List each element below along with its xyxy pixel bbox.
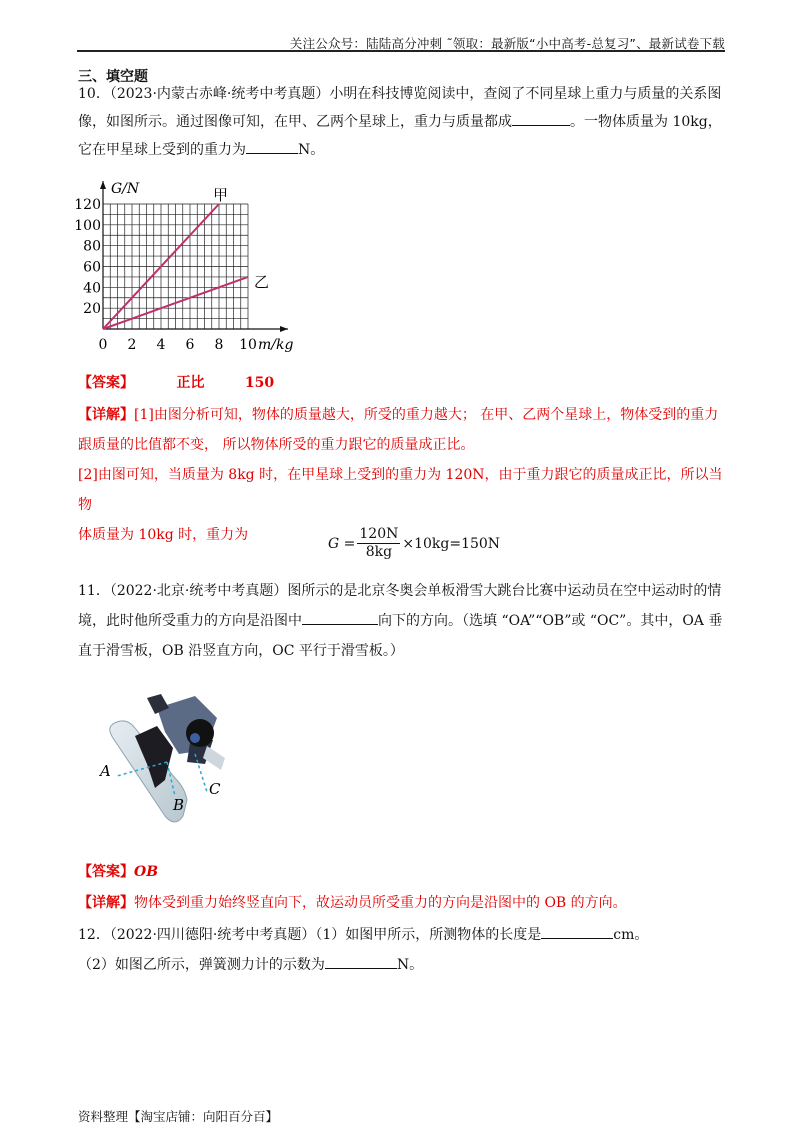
x-tick-label: 8 bbox=[214, 337, 224, 353]
q11-answer-value: OB bbox=[134, 864, 159, 880]
athlete-helmet bbox=[186, 719, 214, 747]
y-tick-label: 120 bbox=[74, 197, 101, 213]
y-tick-label: 20 bbox=[83, 301, 101, 318]
x-tick-label: 10 bbox=[239, 337, 257, 353]
header-divider bbox=[77, 50, 725, 52]
q11-answer: 【答案】OB bbox=[78, 864, 159, 880]
q10-line3: 它在甲星球上受到的重力为 N。 bbox=[78, 136, 728, 164]
q10-answer2: 150 bbox=[244, 375, 275, 391]
y-axis-label: G/N bbox=[111, 181, 140, 197]
series-label-1: 甲 bbox=[213, 186, 229, 204]
x-tick-label: 4 bbox=[156, 337, 166, 353]
q10-detail: 【详解】[1]由图分析可知，物体的质量越大，所受的重力越大； 在甲、乙两个星球上，物体受到的重力 跟质量的比值都不变， 所以物体所受的重力跟它的质量成正比。 [2]由图可知，当质量为 8kg 时，在甲星球上受到的重力为 120N，由于重力跟它的质量成正比，所以当物 体质量为 10kg 时，重力为 bbox=[78, 407, 723, 543]
q10-answer: 【答案】 正比 150 bbox=[78, 375, 275, 391]
label-b: B bbox=[173, 796, 185, 814]
chart-grid bbox=[103, 204, 248, 329]
q12-text: 12．（2022·四川德阳·统考中考真题）（1）如图甲所示，所测物体的长度是 cm。 （2）如图乙所示，弹簧测力计的示数为 N。 bbox=[78, 920, 728, 980]
x-tick-label: 6 bbox=[185, 337, 195, 353]
x-axis-label: m/kg bbox=[258, 337, 294, 353]
q11-blank bbox=[302, 610, 378, 625]
chart-axes bbox=[100, 181, 293, 353]
y-tick-label: 80 bbox=[83, 238, 101, 255]
q12-blank1 bbox=[541, 924, 613, 939]
q10-formula: G = $\frac{120N}{8kg}$ ×10kg=150N bbox=[328, 526, 501, 560]
y-tick-label: 100 bbox=[74, 217, 101, 234]
y-tick-label: 60 bbox=[83, 259, 101, 276]
series-label-2: 乙 bbox=[254, 272, 270, 291]
y-axis-arrow bbox=[100, 181, 106, 189]
x-tick-label: 0 bbox=[98, 337, 108, 353]
q10-blank1 bbox=[512, 111, 570, 126]
gravity-mass-chart bbox=[74, 170, 310, 360]
page-footer: 资料整理【淘宝店铺：向阳百分百】 bbox=[78, 1109, 279, 1124]
q11-text: 11．（2022·北京·统考中考真题）图所示的是北京冬奥会单板滑雪大跳台比赛中运动员在空中运动时的情 境，此时他所受重力的方向是沿图中 向下的方向。（选填 “OA”“OB”或 “OC”。其中，OA 垂 直于滑雪板，OB 沿竖直方向，OC 平行于滑雪板。） bbox=[78, 583, 723, 659]
page-header: 关注公众号：陆陆高分冲刺 ˜领取：最新版“小中高考-总复习”、最新试卷下载 bbox=[289, 36, 725, 51]
q10-line1: 10．（2023·内蒙古赤峰·统考中考真题）小明在科技博览阅读中，查阅了不同星球上重力与质量的关系图 bbox=[78, 86, 722, 102]
label-c: C bbox=[209, 780, 221, 798]
q10-answer1: 正比 bbox=[176, 375, 205, 391]
q10-line2: 像，如图所示。通过图像可知，在甲、乙两个星球上，重力与质量都成 。一物体质量为 10kg， bbox=[78, 108, 728, 136]
chart-lines bbox=[103, 186, 269, 329]
label-a: A bbox=[100, 762, 111, 780]
chart-ticks bbox=[74, 197, 257, 353]
snowboarder-figure bbox=[95, 688, 235, 830]
x-axis-arrow bbox=[280, 326, 288, 332]
q12-blank2 bbox=[325, 954, 397, 969]
y-tick-label: 40 bbox=[83, 280, 101, 297]
section-title: 三、填空题 bbox=[78, 69, 148, 85]
q11-detail: 【详解】物体受到重力始终竖直向下，故运动员所受重力的方向是沿图中的 OB 的方向。 bbox=[78, 895, 627, 911]
q10-blank2 bbox=[246, 139, 298, 154]
q10-text bbox=[78, 80, 728, 164]
x-tick-label: 2 bbox=[127, 337, 137, 353]
